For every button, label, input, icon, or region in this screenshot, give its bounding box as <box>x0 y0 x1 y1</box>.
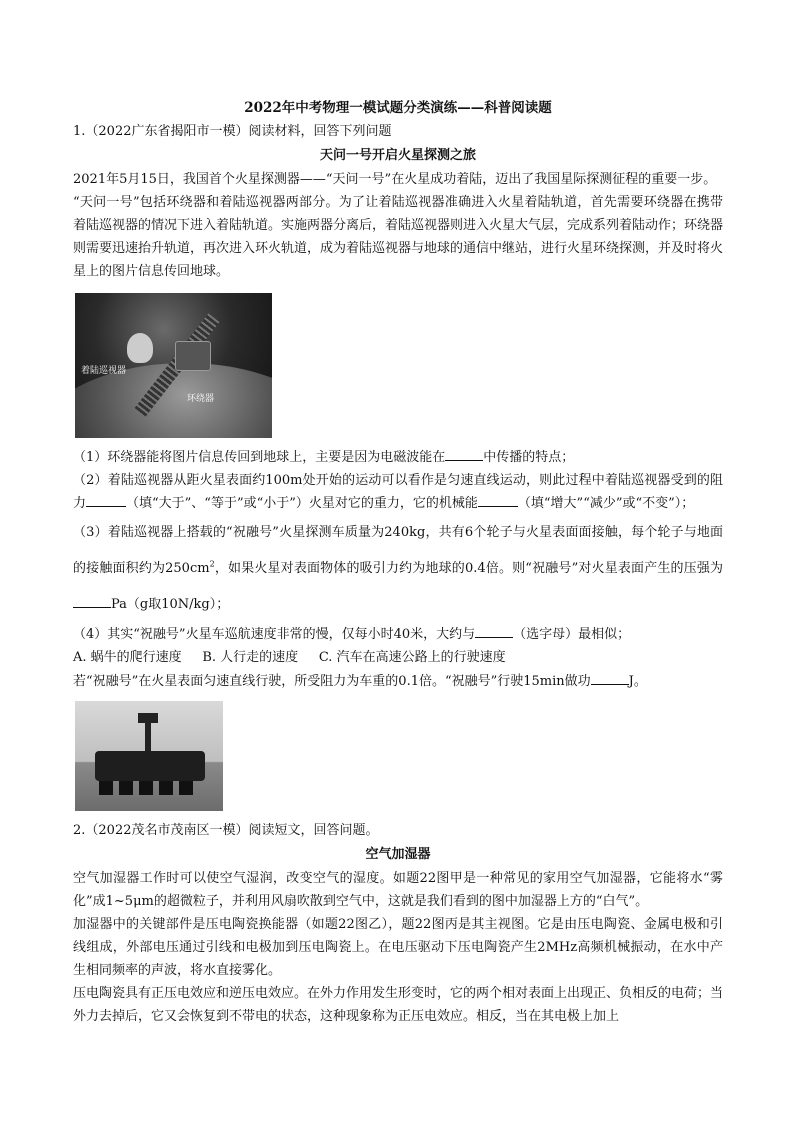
sub-question-5 <box>73 670 723 693</box>
option-b: B. 人行走的速度 <box>202 650 299 665</box>
answer-blank[interactable] <box>86 506 126 507</box>
article-2-title: 空气加湿器 <box>365 847 431 862</box>
document-title: 2022年中考物理一模试题分类演练——科普阅读题 <box>244 100 552 116</box>
superscript: 2 <box>209 559 215 569</box>
sub-question-4-text: （4）其实“祝融号”火星车巡航速度非常的慢，仅每小时40米，大约与 <box>73 627 476 642</box>
answer-blank[interactable] <box>478 506 518 507</box>
option-c: C. 汽车在高速公路上的行驶速度 <box>318 650 506 665</box>
sub-question-2-text-mid: （填“大于”、“等于”或“小于”）火星对它的重力，它的机械能 <box>126 496 478 511</box>
article-1-title: 天问一号开启火星探测之旅 <box>319 148 476 163</box>
article-2-paragraph-2: 加湿器中的关键部件是压电陶瓷换能器（如题22图乙），题22图丙是其主视图。它是由压电陶瓷、金属电极和引线组成，外部电压通过引线和电极加到压电陶瓷上。在电压驱动下压电陶瓷产生2MHz高频机械振动，在水中产生相同频率的声波，将水直接雾化。 <box>73 917 723 978</box>
sub-question-3-text-end: Pa（g取10N/kg）； <box>111 597 230 612</box>
answer-blank[interactable] <box>445 460 483 461</box>
sub-question-3 <box>73 515 723 623</box>
sub-question-1-text: （1）环绕器能将图片信息传回到地球上，主要是因为电磁波能在 <box>73 450 446 465</box>
sub-question-5-text-end: J。 <box>628 674 647 689</box>
sub-question-1-text-end: 中传播的特点； <box>483 450 575 465</box>
question-1-header: 1.（2022广东省揭阳市一模）阅读材料，回答下列问题 <box>73 124 392 139</box>
article-1-paragraph-2: “天问一号”包括环绕器和着陆巡视器两部分。为了让着陆巡视器准确进入火星着陆轨道，首先需要环绕器在携带着陆巡视器的情况下进入着陆轨道。实施两器分离后，着陆巡视器则进入火星大气层，完成系列着陆动作；环绕器则需要迅速抬升轨道，再次进入环火轨道，成为着陆巡视器与地球的通信中继站，进行火星环绕探测，并及时将火星上的图片信息传回地球。 <box>73 195 724 279</box>
question-2-header: 2.（2022茂名市茂南区一模）阅读短文，回答问题。 <box>73 823 379 838</box>
tianwen-orbiter-photo <box>75 293 272 438</box>
sub-question-2-text-end: （填“增大”“减少”或“不变”）； <box>517 496 695 511</box>
answer-blank[interactable] <box>475 637 513 638</box>
sub-question-1 <box>73 446 723 469</box>
options-row <box>73 646 723 670</box>
sub-question-2-text: （2）着陆巡视器从距火星表面约100m处开始的运动可以看作是匀速直线运动，则此过程中着陆巡视器受到的阻力 <box>73 473 723 511</box>
sub-question-3-text: （3）着陆巡视器上搭载的“祝融号”火星探测车质量为240kg，共有6个轮子与火星表面面接触，每个轮子与地面的接触面积约为250cm <box>73 525 723 576</box>
sub-question-3-text-mid: ，如果火星对表面物体的吸引力约为地球的0.4倍。则“祝融号”对火星表面产生的压强为 <box>214 561 724 576</box>
option-a: A. 蜗牛的爬行速度 <box>73 650 182 665</box>
sub-question-2 <box>73 469 723 515</box>
article-2-paragraph-3: 压电陶瓷具有正压电效应和逆压电效应。在外力作用发生形变时，它的两个相对表面上出现正、负相反的电荷；当外力去掉后，它又会恢复到不带电的状态，这种现象称为正压电效应。相反，当在其电极上加上 <box>73 986 724 1024</box>
sub-question-5-text: 若“祝融号”在火星表面匀速直线行驶，所受阻力为车重的0.1倍。“祝融号”行驶15min做功 <box>73 674 591 689</box>
sub-question-4-text-end: （选字母）最相似； <box>513 627 631 642</box>
answer-blank[interactable] <box>591 684 629 685</box>
zhurong-rover-photo <box>75 701 223 811</box>
article-1-paragraph-1: 2021年5月15日，我国首个火星探测器——“天问一号”在火星成功着陆，迈出了我国星际探测征程的重要一步。 <box>73 172 717 187</box>
sub-question-4 <box>73 623 723 646</box>
answer-blank[interactable] <box>73 607 111 608</box>
document-page <box>73 96 723 1028</box>
article-2-paragraph-1: 空气加湿器工作时可以使空气湿润，改变空气的湿度。如题22图甲是一种常见的家用空气加湿器，它能将水“雾化”成1~5μm的超微粒子，并利用风扇吹散到空气中，这就是我们看到的图中加湿器上方的“白气”。 <box>73 871 723 909</box>
photo-label-lander: 着陆巡视器 <box>81 366 127 376</box>
photo-label-orbiter: 环绕器 <box>187 394 215 404</box>
